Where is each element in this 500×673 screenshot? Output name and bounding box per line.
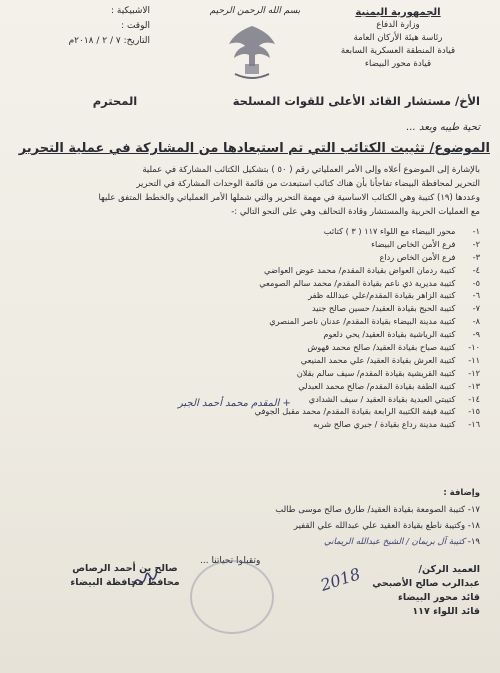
letterhead-line: قيادة المنطقة العسكرية السابعة	[340, 46, 456, 56]
item-number: ٨-	[472, 316, 480, 327]
list-item	[10, 502, 480, 518]
item-text: كتيبة الرياشية بقيادة العقيد/ يحي دلعوم	[323, 329, 456, 340]
republic-emblem-icon	[223, 22, 281, 82]
list-item	[10, 341, 480, 354]
reference-block	[30, 4, 150, 49]
date-line: التاريخ: ٧ / ٢ / ٢٠١٨م	[68, 36, 150, 46]
item-number: ١٨-	[467, 521, 480, 531]
item-text: كتيبة قيفة الكتيبة الرابعة بقيادة المقدم/ محمد مقبل الجوفي	[254, 406, 456, 417]
letterhead-line: قيادة محور البيضاء	[364, 59, 432, 69]
item-text: كتيبة الحبج بقيادة العقيد/ حسين صالح جنيد	[311, 303, 456, 314]
handwritten-signature: 2018	[318, 564, 363, 595]
item-text: كتيبة العرش بقيادة العقيد/ علي محمد المنيعي	[300, 354, 456, 365]
list-item	[10, 380, 480, 393]
list-item	[10, 238, 480, 251]
item-number: ٦-	[472, 290, 480, 301]
item-text: كتيبتي العبدية بقيادة العقيد / سيف الشدادي	[308, 393, 456, 404]
honorific: المحترم	[92, 94, 138, 108]
item-number: ١٤-	[468, 393, 480, 404]
item-number: ١١-	[468, 354, 480, 365]
closing-line: وتقبلوا تحياتنا ...	[200, 556, 261, 566]
signatory-title: محافظ محافظة البيضاء	[70, 577, 180, 588]
item-number: ٩-	[472, 329, 480, 340]
item-number: ١-	[472, 226, 480, 236]
item-text: كتيبة آل بريمان / الشيخ عبدالله الريماني	[324, 537, 466, 547]
intro-line: وعددها (١٩) كتيبة وهي الكتائب الاساسية في مهمة التحرير والتي شملها الأمر العملياتي والخطط المتفق عليها	[98, 193, 480, 203]
list-item	[10, 354, 480, 367]
item-number: ٥-	[472, 277, 480, 288]
item-text: كتيبة القريشية بقيادة المقدم/ سيف سالم بقلان	[296, 367, 456, 378]
item-number: ١٣-	[468, 380, 480, 391]
item-text: فرع الأمن الخاص البيضاء	[371, 238, 456, 249]
commander-signature-block	[340, 563, 480, 619]
item-number: ٣-	[472, 251, 480, 262]
signatory-name: عبدالرب صالح الأصبحي	[372, 578, 480, 589]
signatory-title: قائد محور البيضاء	[398, 592, 480, 603]
ref-line: الاشبيكية :	[110, 6, 150, 16]
item-number: ١٩-	[467, 537, 480, 547]
signatory-title: قائد اللواء ١١٧	[412, 606, 480, 617]
addition-label: وإضافة :	[443, 488, 480, 498]
list-item	[10, 328, 480, 341]
item-number: ١٠-	[468, 342, 480, 353]
item-text: كتيبة صباح بقيادة العقيد/ صالح محمد قهوش	[307, 342, 456, 353]
item-text: كتيبة ردمان العواض بقيادة المقدم/ محمد عوض العواضي	[264, 264, 456, 275]
item-text: فرع الأمن الخاص رداع	[379, 251, 456, 262]
item-number: ١٢-	[468, 367, 480, 378]
governor-signature-block	[45, 562, 205, 590]
list-item	[10, 418, 480, 431]
item-text: كتيبة الزاهر بقيادة المقدم/علي عبدالله ظفر	[308, 290, 456, 301]
item-text: كتيبة الصومعة بقيادة العقيد/ طارق صالح موسى طالب	[275, 505, 466, 515]
letterhead-institution	[318, 6, 478, 71]
item-number: ٢-	[472, 238, 480, 249]
item-text: كتيبة مدينة رداع بقيادة / جبري صالح شربه	[313, 419, 456, 430]
item-number: ١٧-	[467, 505, 480, 515]
letterhead-line: رئاسة هيئة الأركان العامة	[353, 33, 443, 43]
handwritten-annotation: + المقدم محمد أحمد الجبر	[178, 398, 291, 409]
list-item	[10, 225, 480, 238]
list-item	[10, 302, 480, 315]
signatory-rank: العميد الركن/	[418, 564, 480, 575]
item-text: وكتيبة ناطع بقيادة العقيد علي عبدالله علي القفير	[293, 521, 466, 531]
list-item	[10, 534, 480, 550]
item-number: ٧-	[472, 303, 480, 314]
letterhead-line: الجمهورية اليمنية	[355, 7, 441, 18]
list-item	[10, 251, 480, 264]
list-item	[10, 315, 480, 328]
item-text: كتيبة مديرية ذي ناعم بقيادة المقدم/ محمد سالم الصومعي	[259, 277, 456, 288]
item-number: ١٦-	[468, 419, 480, 430]
item-number: ٤-	[472, 264, 480, 275]
list-item	[10, 289, 480, 302]
intro-line: التحرير لمحافظة البيضاء تفاجأنا بأن هناك كتائب استبعدت من قائمة الوحدات المشاركة في التحرير	[136, 179, 480, 189]
subject-line: الموضوع/ تثبيت الكتائب التي تم استبعادها من المشاركة في عملية التحرير	[18, 141, 490, 156]
greeting: تحية طيبه وبعد ...	[406, 122, 480, 133]
item-text: كتيبة الطفة بقيادة المقدم/ صالح محمد العبدلي	[298, 380, 456, 391]
letterhead-line: وزارة الدفاع	[376, 20, 420, 30]
intro-line: بالإشارة إلى الموضوع أعلاه وإلى الأمر العملياتي رقم ( ٥٠ ) بتشكيل الكتائب المشاركة في عملية	[142, 165, 480, 175]
list-item	[10, 264, 480, 277]
list-item	[10, 277, 480, 290]
item-text: محور البيضاء مع اللواء ١١٧ ( ٣ ) كتائب	[323, 226, 456, 236]
additional-units-list	[10, 502, 480, 550]
signatory-name: صالح بن أحمد الرصاص	[72, 563, 178, 574]
intro-line: مع العمليات الحربية والمستشار وقادة التحالف وهي على النحو التالي :-	[231, 207, 480, 217]
item-text: كتيبة مدينة البيضاء بقيادة المقدم/ عدنان ناصر المنصري	[269, 316, 456, 327]
addressee: الأخ/ مستشار القائد الأعلى للقوات المسلحة	[232, 94, 480, 108]
list-item	[10, 518, 480, 534]
time-line: الوقت :	[121, 21, 150, 31]
list-item	[10, 367, 480, 380]
basmala: بسم الله الرحمن الرحيم	[209, 6, 301, 16]
item-number: ١٥-	[468, 406, 480, 417]
